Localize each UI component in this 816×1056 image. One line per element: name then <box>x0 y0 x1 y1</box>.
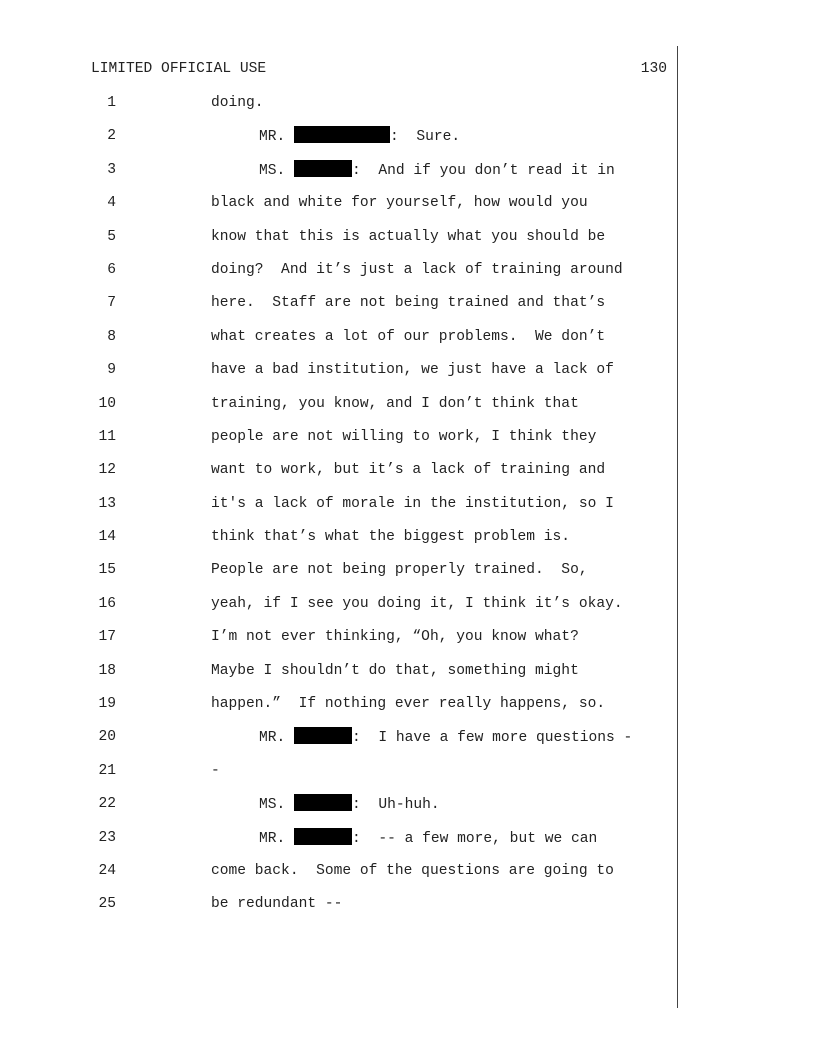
transcript-line <box>0 126 676 159</box>
transcript-line <box>0 293 676 326</box>
line-text: black and white for yourself, how would you <box>211 195 588 212</box>
line-number: 12 <box>98 462 116 479</box>
speaker-label: MR. <box>259 830 286 847</box>
transcript-line <box>0 260 676 293</box>
line-number: 2 <box>107 128 116 145</box>
line-text: have a bad institution, we just have a lack of <box>211 362 614 379</box>
line-text: want to work, but it’s a lack of training and <box>211 462 606 479</box>
line-number: 20 <box>98 729 116 746</box>
redaction-box <box>294 828 352 845</box>
redaction-box <box>294 727 352 744</box>
classification-header: LIMITED OFFICIAL USE <box>91 61 267 77</box>
transcript-line <box>0 527 676 560</box>
transcript-line <box>0 894 676 927</box>
spoken-text: : Sure. <box>390 129 461 146</box>
transcript-line <box>0 627 676 660</box>
transcript-line <box>0 327 676 360</box>
line-text <box>259 727 632 748</box>
line-text: training, you know, and I don’t think that <box>211 395 579 412</box>
line-number: 1 <box>107 95 116 111</box>
line-number: 8 <box>107 328 116 345</box>
transcript-line <box>0 828 676 861</box>
line-text: what creates a lot of our problems. We don’t <box>211 328 606 345</box>
speaker-label: MR. <box>259 730 286 747</box>
spoken-text: : Uh-huh. <box>352 797 440 814</box>
line-number: 11 <box>98 428 116 445</box>
transcript-line <box>0 394 676 427</box>
page-number: 130 <box>640 61 667 77</box>
line-text <box>259 160 615 181</box>
line-text: - <box>211 762 220 779</box>
line-text: happen.” If nothing ever really happens, so. <box>211 696 606 713</box>
line-number: 13 <box>98 495 116 512</box>
line-number: 7 <box>107 295 116 312</box>
transcript-line <box>0 160 676 193</box>
spoken-text: : -- a few more, but we can <box>352 830 598 847</box>
redaction-box <box>294 160 352 177</box>
transcript-line <box>0 427 676 460</box>
line-number: 16 <box>98 595 116 612</box>
transcript-line <box>0 93 676 126</box>
transcript-line <box>0 360 676 393</box>
line-number: 23 <box>98 829 116 846</box>
speaker-label: MS. <box>259 797 286 814</box>
redaction-box <box>294 794 352 811</box>
line-text: doing? And it’s just a lack of training around <box>211 261 623 278</box>
line-number: 10 <box>98 395 116 412</box>
line-number: 14 <box>98 529 116 546</box>
spoken-text: : And if you don’t read it in <box>352 162 615 179</box>
line-text: be redundant -- <box>211 896 343 913</box>
line-text: Maybe I shouldn’t do that, something might <box>211 662 579 679</box>
line-text: come back. Some of the questions are going to <box>211 862 614 879</box>
transcript-line <box>0 460 676 493</box>
line-number: 15 <box>98 562 116 579</box>
transcript-body <box>0 93 676 928</box>
line-text: doing. <box>211 95 264 111</box>
transcript-line <box>0 560 676 593</box>
transcript-line <box>0 761 676 794</box>
transcript-line <box>0 227 676 260</box>
transcript-line <box>0 694 676 727</box>
line-number: 17 <box>98 629 116 646</box>
line-number: 5 <box>107 228 116 245</box>
line-text: People are not being properly trained. So, <box>211 562 588 579</box>
line-number: 6 <box>107 261 116 278</box>
line-number: 21 <box>98 762 116 779</box>
line-text: I’m not ever thinking, “Oh, you know what? <box>211 629 579 646</box>
line-text <box>259 126 460 147</box>
transcript-line <box>0 861 676 894</box>
line-number: 24 <box>98 862 116 879</box>
transcript-line <box>0 494 676 527</box>
line-number: 18 <box>98 662 116 679</box>
line-text <box>259 794 440 815</box>
right-margin-rule <box>677 46 678 1008</box>
line-number: 3 <box>107 161 116 178</box>
transcript-line <box>0 727 676 760</box>
line-text: know that this is actually what you should be <box>211 228 606 245</box>
line-text <box>259 828 597 849</box>
transcript-line <box>0 794 676 827</box>
line-text: people are not willing to work, I think they <box>211 428 597 445</box>
line-number: 25 <box>98 896 116 913</box>
transcript-line <box>0 193 676 226</box>
speaker-label: MS. <box>259 162 286 179</box>
line-text: here. Staff are not being trained and that’s <box>211 295 606 312</box>
speaker-label: MR. <box>259 129 286 146</box>
line-number: 22 <box>98 796 116 813</box>
line-number: 19 <box>98 696 116 713</box>
transcript-line <box>0 661 676 694</box>
line-number: 9 <box>107 362 116 379</box>
line-text: it's a lack of morale in the institution, so I <box>211 495 614 512</box>
spoken-text: : I have a few more questions - <box>352 730 633 747</box>
line-number: 4 <box>107 195 116 212</box>
redaction-box <box>294 126 390 143</box>
line-text: yeah, if I see you doing it, I think it’s okay. <box>211 595 623 612</box>
line-text: think that’s what the biggest problem is. <box>211 529 571 546</box>
transcript-line <box>0 594 676 627</box>
